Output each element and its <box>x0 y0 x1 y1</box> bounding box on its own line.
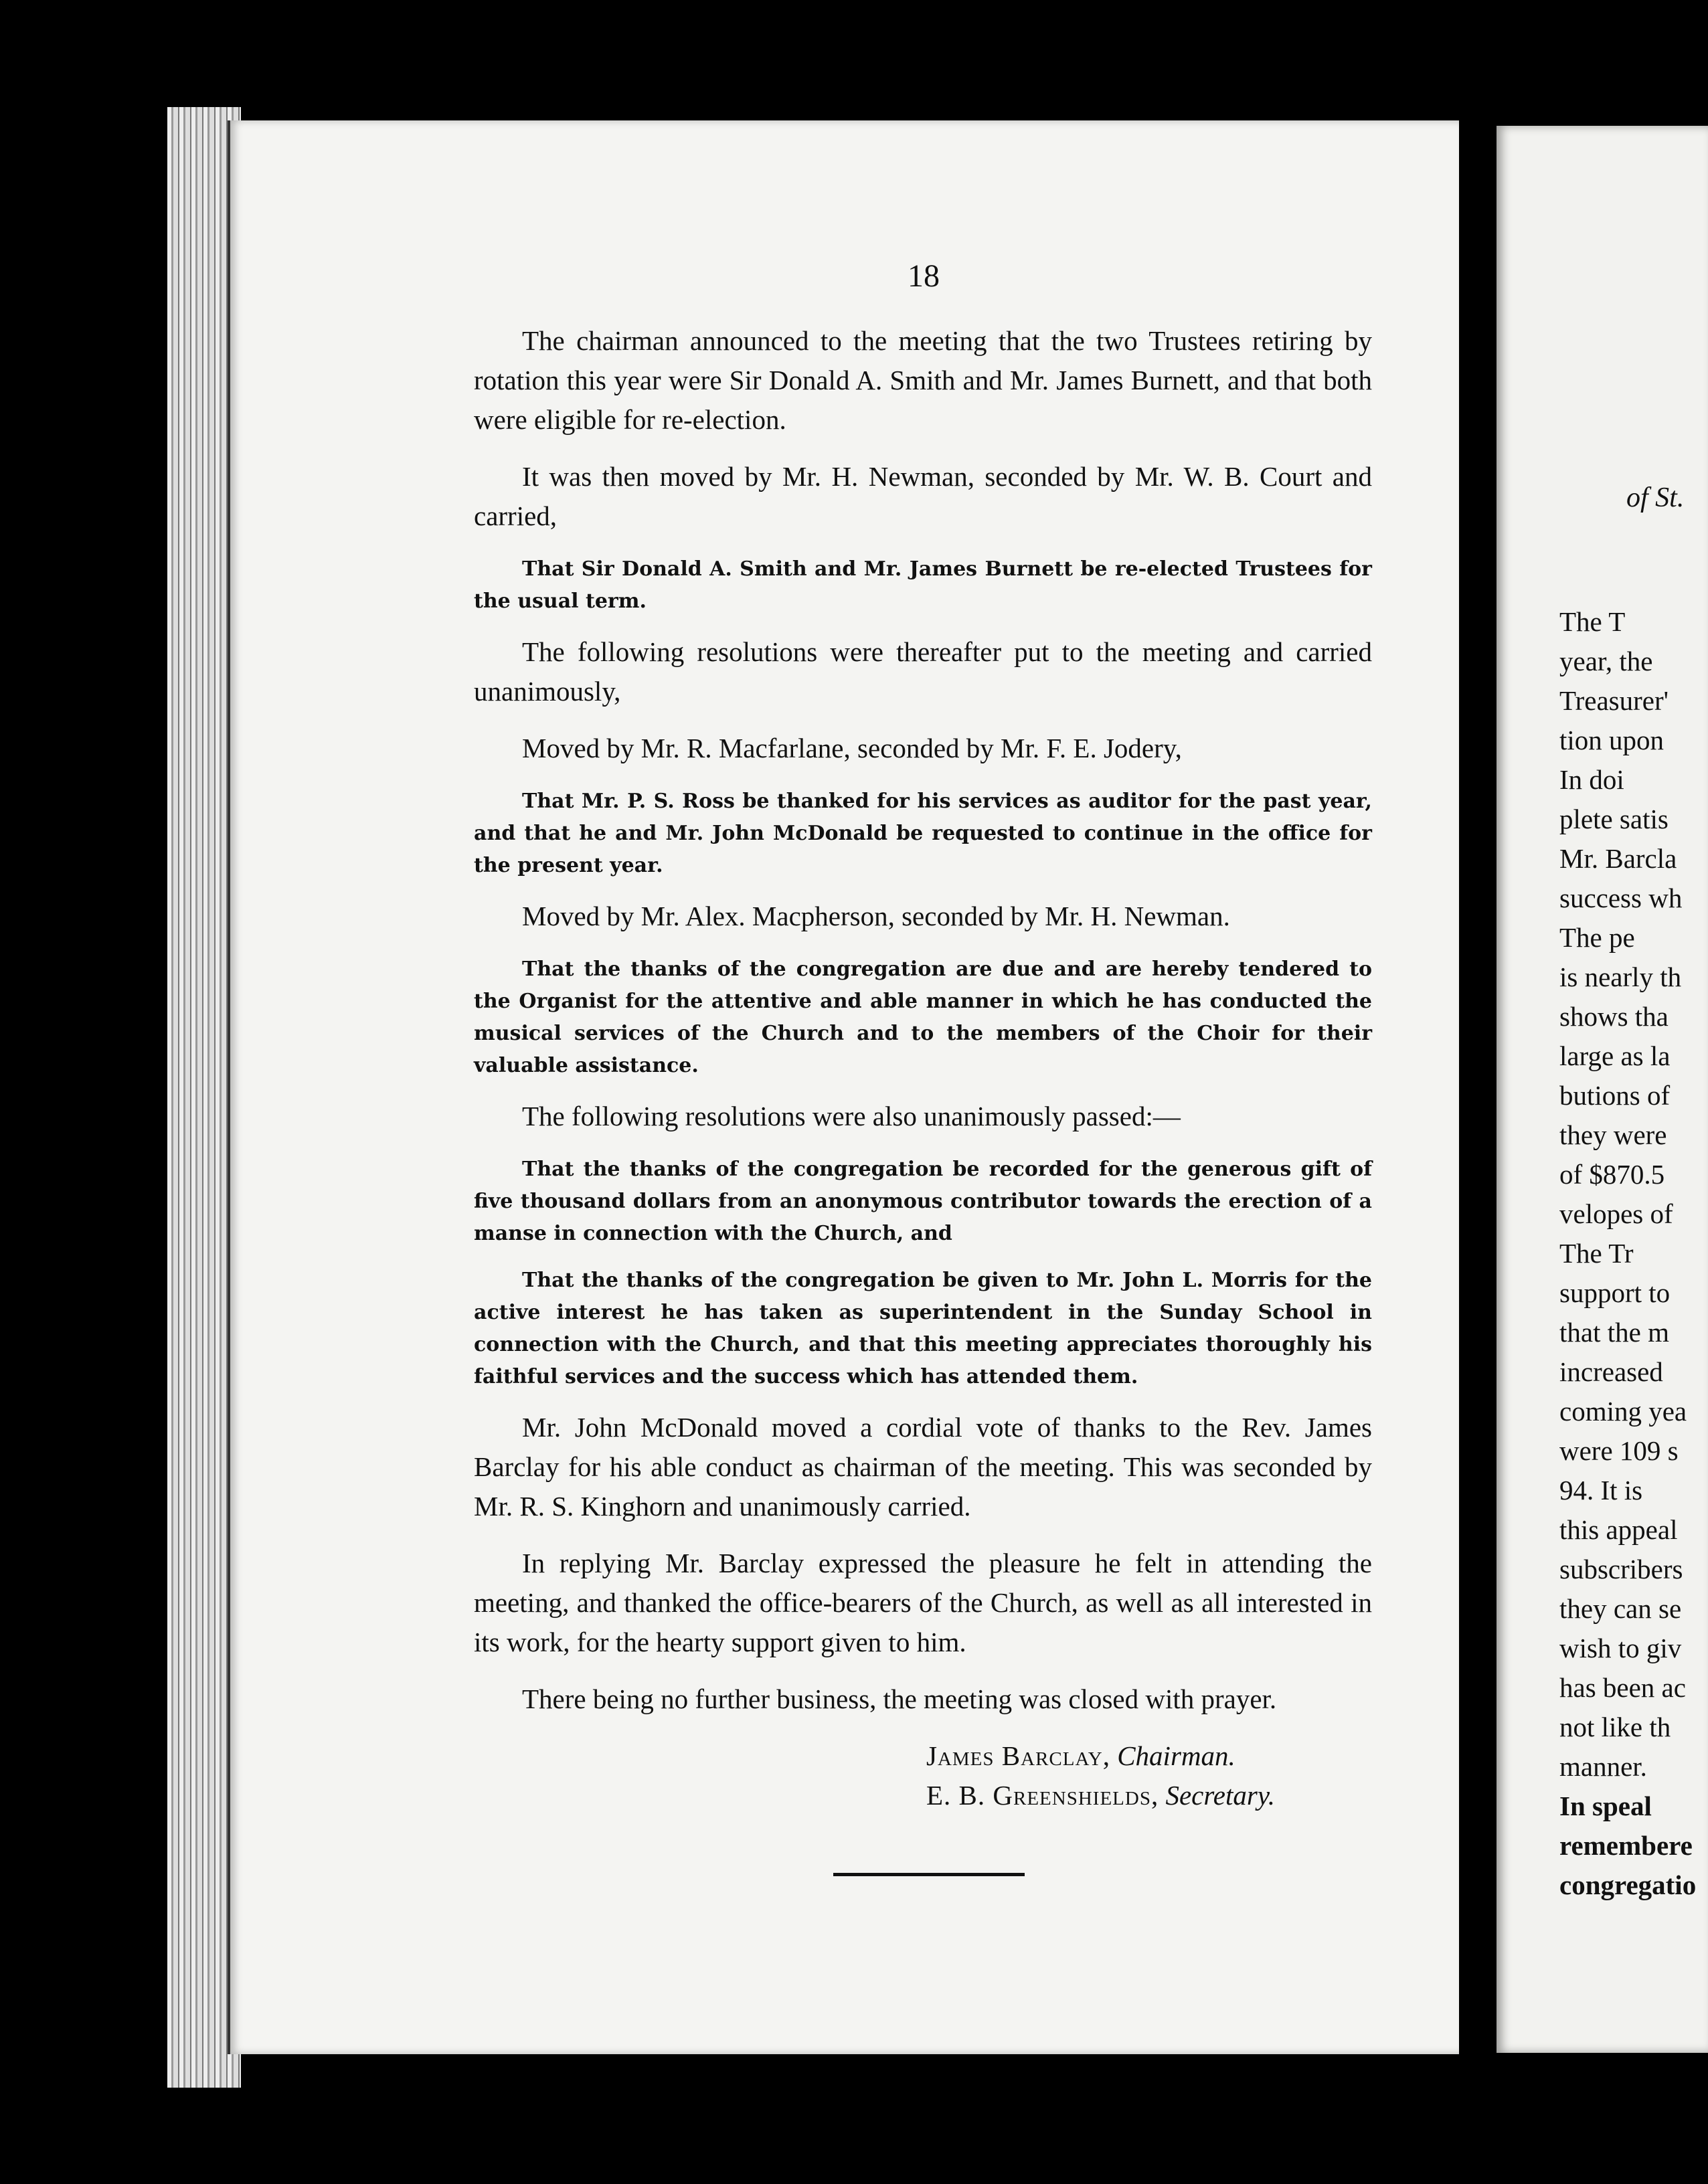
right-page-line: this appeal <box>1559 1514 1678 1545</box>
right-page-line: In doi <box>1559 764 1624 795</box>
book-gutter <box>1459 107 1497 2088</box>
right-page-line: 94. It is <box>1559 1475 1643 1506</box>
right-page-line: they can se <box>1559 1593 1682 1624</box>
right-page-line: not like th <box>1559 1712 1671 1742</box>
right-page-line: shows tha <box>1559 1001 1669 1032</box>
right-page-line: that the m <box>1559 1317 1669 1348</box>
paragraph: The following resolutions were thereafter put to the meeting and carried unanimously, <box>474 636 1372 707</box>
resolution-text: That the thanks of the congregation be recorded for the generous gift of five thousand dollars from an anonymous contributor towards the erection of a manse in connection with the Church, and <box>474 1158 1372 1245</box>
right-page-text <box>1559 602 1708 1905</box>
right-page-line: plete satis <box>1559 804 1669 834</box>
right-page-line: were 109 s <box>1559 1435 1679 1466</box>
paragraph: There being no further business, the meeting was closed with prayer. <box>522 1683 1277 1714</box>
left-page-text <box>474 321 1372 1815</box>
paragraph: In replying Mr. Barclay expressed the pleasure he felt in attending the meeting, and thanked the office-bearers of the Church, as well as all interested in its work, for the hearty support given to him. <box>474 1548 1372 1657</box>
right-page-line: congregatio <box>1559 1870 1697 1900</box>
right-page-line: manner. <box>1559 1751 1647 1782</box>
signatory-name: James Barclay, <box>926 1740 1110 1771</box>
resolution-text: That Sir Donald A. Smith and Mr. James Burnett be re-elected Trustees for the usual term. <box>474 557 1372 613</box>
signature-block <box>474 1736 1372 1815</box>
page-number: 18 <box>908 258 940 294</box>
right-page-line: velopes of <box>1559 1198 1673 1229</box>
right-page-line: increased <box>1559 1356 1663 1387</box>
right-page-line: The pe <box>1559 922 1635 953</box>
paragraph: The chairman announced to the meeting that the two Trustees retiring by rotation this year were Sir Donald A. Smith and Mr. James Burnett, and that both were eligible for re-election. <box>474 325 1372 435</box>
right-page-heading: of St. <box>1626 482 1685 513</box>
right-page-line: subscribers <box>1559 1554 1683 1584</box>
right-page-line: coming yea <box>1559 1396 1687 1427</box>
right-page-line: success wh <box>1559 883 1683 913</box>
right-page-line: of $870.5 <box>1559 1159 1665 1190</box>
right-page-line: tion upon <box>1559 725 1664 755</box>
right-page-line: wish to giv <box>1559 1633 1682 1663</box>
signatory-role: Secretary. <box>1165 1780 1276 1811</box>
right-page-line: is nearly th <box>1559 962 1682 992</box>
paragraph: It was then moved by Mr. H. Newman, seconded by Mr. W. B. Court and carried, <box>474 461 1372 531</box>
right-page-line: support to <box>1559 1277 1671 1308</box>
paragraph: Moved by Mr. R. Macfarlane, seconded by Mr. F. E. Jodery, <box>522 733 1182 763</box>
paragraph: The following resolutions were also unanimously passed:— <box>522 1101 1181 1131</box>
right-page-line: The Tr <box>1559 1238 1634 1269</box>
right-page-line: has been ac <box>1559 1672 1686 1703</box>
right-page-line: In speal <box>1559 1791 1652 1821</box>
right-page-line: butions of <box>1559 1080 1671 1111</box>
resolution-text: That Mr. P. S. Ross be thanked for his services as auditor for the past year, and that he and Mr. John McDonald be requested to continue in the office for the present year. <box>474 790 1372 877</box>
signatory-name: E. B. Greenshields, <box>926 1780 1159 1811</box>
right-page-line: Treasurer' <box>1559 685 1669 716</box>
right-page-line: Mr. Barcla <box>1559 843 1677 874</box>
right-page-line: remembere <box>1559 1830 1693 1861</box>
resolution-text: That the thanks of the congregation are due and are hereby tendered to the Organist for the attentive and able manner in which he has conducted the musical services of the Church and to the members of the Choir for their valuable assistance. <box>474 958 1372 1077</box>
signatory-role: Chairman. <box>1117 1740 1235 1771</box>
signature-line <box>926 1736 1372 1776</box>
right-page-line: they were <box>1559 1119 1667 1150</box>
end-rule <box>833 1873 1025 1876</box>
paragraph: Moved by Mr. Alex. Macpherson, seconded by Mr. H. Newman. <box>522 901 1230 931</box>
right-page-line: The T <box>1559 606 1626 637</box>
right-page-line: year, the <box>1559 646 1653 676</box>
paragraph: Mr. John McDonald moved a cordial vote of thanks to the Rev. James Barclay for his able conduct as chairman of the meeting. This was seconded by Mr. R. S. Kinghorn and unanimously carried. <box>474 1412 1372 1522</box>
right-page-line: large as la <box>1559 1040 1671 1071</box>
signature-line <box>926 1776 1372 1815</box>
resolution-text: That the thanks of the congregation be given to Mr. John L. Morris for the active interest he has taken as superintendent in the Sunday School in connection with the Church, and that this meeting appreciates thoroughly his faithful services and the success which has attended them. <box>474 1269 1372 1388</box>
